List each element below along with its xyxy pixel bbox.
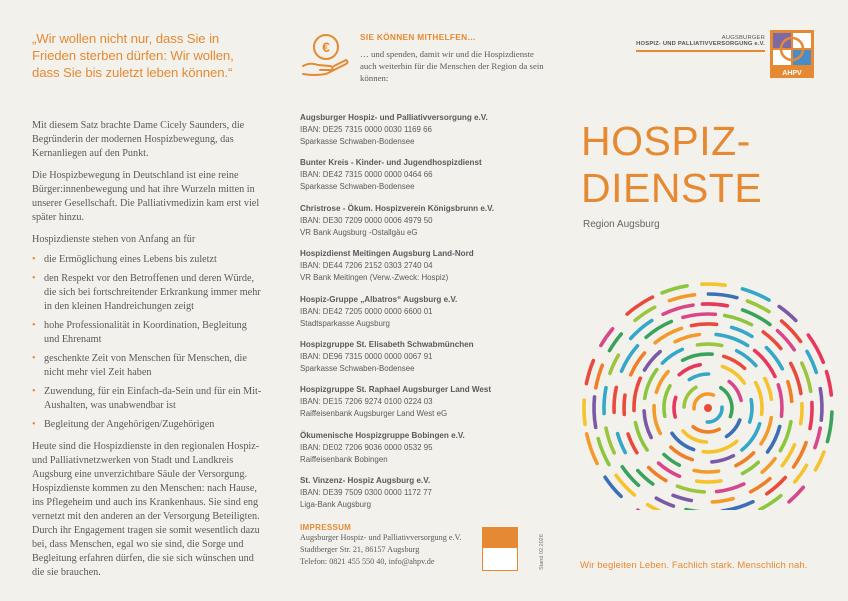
paragraph-today: Heute sind die Hospizdienste in den regionalen Hospiz- und Palliativnetzwerken von Stadt und Landkreis Augsburg eine unverzichtbare Säule der Versorgung. Hospizdienste kommen zu den Menschen: nach Hause, ins Pflegeheim und auch ins Krankenhaus. Sie sind eng vernetzt mit den anderen an der Versorgung Beteiligten. Durch ihr Engagement tragen sie somit wesentlich dazu bei, dass Menschen, egal wo sie sind, die Sorge und Begleitung erfahren dürfen, die sie sich wünschen und die sie brauchen.	[32, 441, 260, 578]
circle-segment	[689, 374, 708, 380]
account-iban: IBAN: DE15 7206 9274 0100 0224 03	[300, 397, 433, 407]
account-bank: Liga-Bank Augsburg	[300, 500, 372, 510]
list-item: • hohe Professionalität in Koordination, Begleitung und Ehrenamt	[32, 319, 262, 347]
account-bank: Raiffeisenbank Bobingen	[300, 454, 388, 464]
circle-segment	[679, 365, 700, 375]
circle-segment	[606, 428, 614, 453]
circle-segment	[644, 411, 651, 438]
circle-segment	[736, 453, 754, 466]
left-panel	[0, 0, 282, 601]
circle-segment	[669, 295, 694, 301]
circle-segment	[645, 352, 661, 371]
list-item: • den Respekt vor den Betroffenen und deren Würde, die sich bei fortschreitender Erkrankung immer mehr in den kleinen Handreichungen zeigt	[32, 272, 262, 314]
account-name: Ökumenische Hospizgruppe Bobingen e.V.	[300, 430, 465, 440]
circle-segment	[628, 434, 637, 453]
org-name	[636, 35, 765, 52]
list-item	[300, 112, 551, 148]
circle-segment	[594, 397, 596, 428]
euro-hand-icon	[300, 32, 352, 78]
circle-segment	[727, 420, 740, 437]
list-item: • die Ermöglichung eines Lebens bis zuletzt	[32, 253, 262, 267]
circle-segment	[743, 462, 759, 473]
list-item	[300, 248, 551, 284]
circle-segment	[598, 439, 609, 465]
intro-quote: „Wir wollen nicht nur, dass Sie in Frieden sterben dürfen: Wir wollen, dass Sie bis zuletzt leben können.“	[32, 31, 234, 80]
circle-segment	[697, 481, 721, 482]
slogan: Wir begleiten Leben. Fachlich stark. Menschlich nah.	[580, 560, 808, 571]
circle-segment	[584, 400, 585, 424]
circle-segment	[683, 314, 715, 317]
circle-segment	[604, 388, 606, 414]
circle-segment	[732, 327, 752, 336]
account-name: Christrose - Ökum. Hospizverein Königsbrunn e.V.	[300, 203, 494, 213]
circle-segment	[634, 378, 640, 410]
circle-segment	[654, 406, 660, 434]
circle-segment	[712, 456, 734, 462]
circle-segment	[673, 495, 691, 500]
circle-segment	[762, 459, 775, 473]
paragraph-movement: Die Hospizbewegung in Deutschland ist eine reine Bürger:innenbewegung und hat ihre Wurzeln mitten in unserer Gesellschaft. Die Palliativmedizin kam erst viel später hinzu.	[32, 170, 260, 223]
account-iban: IBAN: DE42 7205 0000 0000 6600 01	[300, 306, 433, 316]
account-iban: IBAN: DE39 7509 0300 0000 1172 77	[300, 488, 432, 498]
circle-segment	[586, 361, 593, 384]
circle-segment	[810, 403, 812, 429]
account-bank: VR Bank Augsburg -Ostallgäu eG	[300, 227, 418, 237]
circle-segment	[802, 363, 811, 391]
list-item	[300, 294, 551, 330]
account-name: Bunter Kreis - Kinder- und Jugendhospizdienst	[300, 158, 482, 168]
circle-segment	[725, 316, 752, 325]
svg-text:€: €	[322, 39, 330, 55]
circle-segment	[703, 304, 728, 306]
circle-segment	[656, 498, 673, 506]
seal-bottom	[483, 548, 517, 550]
circle-segment	[751, 479, 770, 492]
account-iban: IBAN: DE42 7315 0000 0000 0464 66	[300, 170, 433, 180]
list-item: • Zuwendung, für ein Einfach-da-Sein und für ein Mit-Aushalten, was unabwendbar ist	[32, 385, 262, 413]
circle-segment	[742, 289, 769, 300]
impressum-contact: Telefon: 0821 455 550 40, info@ahpv.de	[300, 557, 435, 566]
circle-segment	[722, 366, 744, 383]
circle-segment	[795, 465, 807, 482]
circle-segment	[756, 383, 762, 415]
account-iban: IBAN: DE96 7315 0000 0000 0067 91	[300, 351, 433, 361]
circle-segment	[778, 385, 782, 416]
middle-panel	[282, 0, 565, 601]
circle-segment	[816, 452, 824, 470]
account-iban: IBAN: DE30 7209 0000 0006 4979 50	[300, 215, 433, 225]
circle-segment	[649, 468, 666, 481]
values-list	[32, 253, 262, 432]
circle-segment	[677, 486, 704, 492]
circle-segment	[717, 484, 744, 492]
list-item	[300, 475, 551, 511]
circle-segment	[747, 301, 769, 312]
impressum-title: IMPRESSUM	[300, 523, 352, 532]
print-date: Stand 02.2026	[539, 534, 545, 570]
title-line2: DIENSTE	[581, 165, 763, 211]
circle-segment	[820, 389, 822, 421]
circle-segment	[618, 434, 626, 453]
circle-segment	[827, 412, 832, 442]
circle-segment	[683, 354, 713, 360]
circle-segment	[675, 335, 699, 342]
circle-segment	[761, 418, 771, 444]
circle-segment	[622, 467, 638, 486]
circle-segment	[760, 496, 781, 510]
circle-segment	[662, 286, 687, 293]
account-name: St. Vinzenz- Hospiz Augsburg e.V.	[300, 476, 431, 486]
circle-segment	[789, 487, 803, 502]
circle-segment	[788, 382, 792, 402]
circle-segment	[703, 441, 737, 452]
account-bank: VR Bank Meitingen (Verw.-Zweck: Hospiz)	[300, 273, 449, 283]
circle-segment	[750, 400, 752, 422]
account-bank: Sparkasse Schwaben-Bodensee	[300, 137, 415, 146]
org-name-line2: HOSPIZ- UND PALLIATIVVERSORGUNG e.V.	[636, 41, 765, 47]
paragraph-saunders: Mit diesem Satz brachte Dame Cicely Saunders, die Begründerin der modernen Hospizbewegung, das Kernanliegen auf den Punkt.	[32, 120, 245, 159]
account-iban: IBAN: DE02 7206 9036 0000 0532 95	[300, 442, 433, 452]
circle-segment	[765, 379, 772, 400]
circle-segment	[807, 351, 816, 372]
circle-segment	[674, 397, 676, 417]
circle-segment	[693, 427, 719, 432]
circle-segment	[801, 404, 802, 424]
account-bank: Sparkasse Schwaben-Bodensee	[300, 363, 415, 373]
account-name: Hospizdienst Meitingen Augsburg Land-Nord	[300, 249, 474, 259]
certificate-seal	[482, 527, 518, 571]
circle-segment	[698, 344, 722, 345]
list-item	[300, 430, 551, 466]
logo-text: AHPV	[782, 70, 802, 77]
account-name: Hospizgruppe St. Elisabeth Schwabmünchen	[300, 339, 474, 349]
account-iban: IBAN: DE25 7315 0000 0030 1169 66	[300, 125, 432, 134]
impressum-org: Augsburger Hospiz- und Palliativversorgung e.V.	[300, 533, 462, 542]
account-bank: Raiffeisenbank Augsburger Land West eG	[300, 409, 448, 419]
circle-segment	[791, 363, 801, 393]
list-item	[300, 339, 551, 375]
donation-header-text	[360, 30, 551, 84]
list-item: • geschenkte Zeit von Menschen für Menschen, die nicht mehr viel Zeit haben	[32, 352, 262, 380]
list-item	[300, 203, 551, 239]
impressum-address: Stadtberger Str. 21, 86157 Augsburg	[300, 545, 420, 554]
org-name-line1: AUGSBURGER	[721, 35, 765, 41]
circle-segment	[624, 395, 625, 414]
circle-segment	[587, 434, 597, 464]
colorful-circles-graphic	[565, 260, 848, 510]
page-title	[581, 118, 762, 212]
ahpv-logo	[770, 30, 814, 78]
circle-segment	[692, 324, 717, 326]
circle-segment	[742, 424, 760, 450]
circle-segment	[664, 455, 679, 466]
circle-segment	[712, 499, 733, 502]
circle-segment	[601, 329, 613, 346]
circle-segment	[664, 386, 670, 417]
circle-segment	[662, 349, 682, 363]
region-subtitle: Region Augsburg	[583, 219, 660, 230]
circle-segment	[782, 445, 794, 466]
circle-segment	[722, 502, 753, 510]
circle-segment	[708, 294, 737, 298]
circle-segment	[780, 422, 791, 451]
account-name: Augsburger Hospiz- und Palliativversorgung e.V.	[300, 113, 488, 122]
circle-segment	[779, 307, 796, 321]
circle-segment	[631, 353, 645, 375]
title-line1: HOSPIZ-	[581, 118, 751, 164]
circle-segment	[610, 355, 619, 373]
donation-header	[300, 30, 551, 84]
donation-title: SIE KÖNNEN MITHELFEN…	[360, 32, 477, 42]
list-item	[300, 157, 551, 193]
list-item: • Begleitung der Angehörigen/Zugehörigen	[32, 418, 262, 432]
circle-segment	[827, 372, 832, 395]
seal-top	[483, 528, 517, 548]
circle-segment	[596, 365, 603, 388]
circle-segment	[702, 284, 725, 285]
circle-segment	[638, 471, 653, 485]
list-item	[300, 384, 551, 420]
account-name: Hospizgruppe St. Raphael Augsburger Land West	[300, 385, 492, 395]
account-iban: IBAN: DE44 7206 2152 0303 2740 04	[300, 261, 433, 271]
circle-segment	[648, 505, 669, 510]
circle-segment	[610, 334, 622, 351]
paragraph-stands-for: Hospizdienste stehen von Anfang an für	[32, 234, 196, 245]
account-bank: Stadtsparkasse Augsburg	[300, 318, 390, 328]
circle-segment	[635, 307, 655, 320]
bank-accounts	[300, 112, 551, 511]
circle-segment	[663, 305, 693, 314]
right-panel	[565, 0, 848, 601]
circle-segment	[815, 428, 820, 447]
circle-segment	[694, 471, 718, 472]
circle-segment	[645, 370, 657, 399]
donation-intro: … und spenden, damit wir und die Hospizdienste auch weiterhin für die Menschen der Region da sein können:	[360, 49, 544, 83]
circle-segment	[614, 387, 616, 412]
account-bank: Sparkasse Schwaben-Bodensee	[300, 182, 415, 192]
account-name: Hospiz-Gruppe „Albatros“ Augsburg e.V.	[300, 294, 458, 304]
org-underline	[636, 50, 765, 52]
center-dot	[704, 404, 712, 412]
